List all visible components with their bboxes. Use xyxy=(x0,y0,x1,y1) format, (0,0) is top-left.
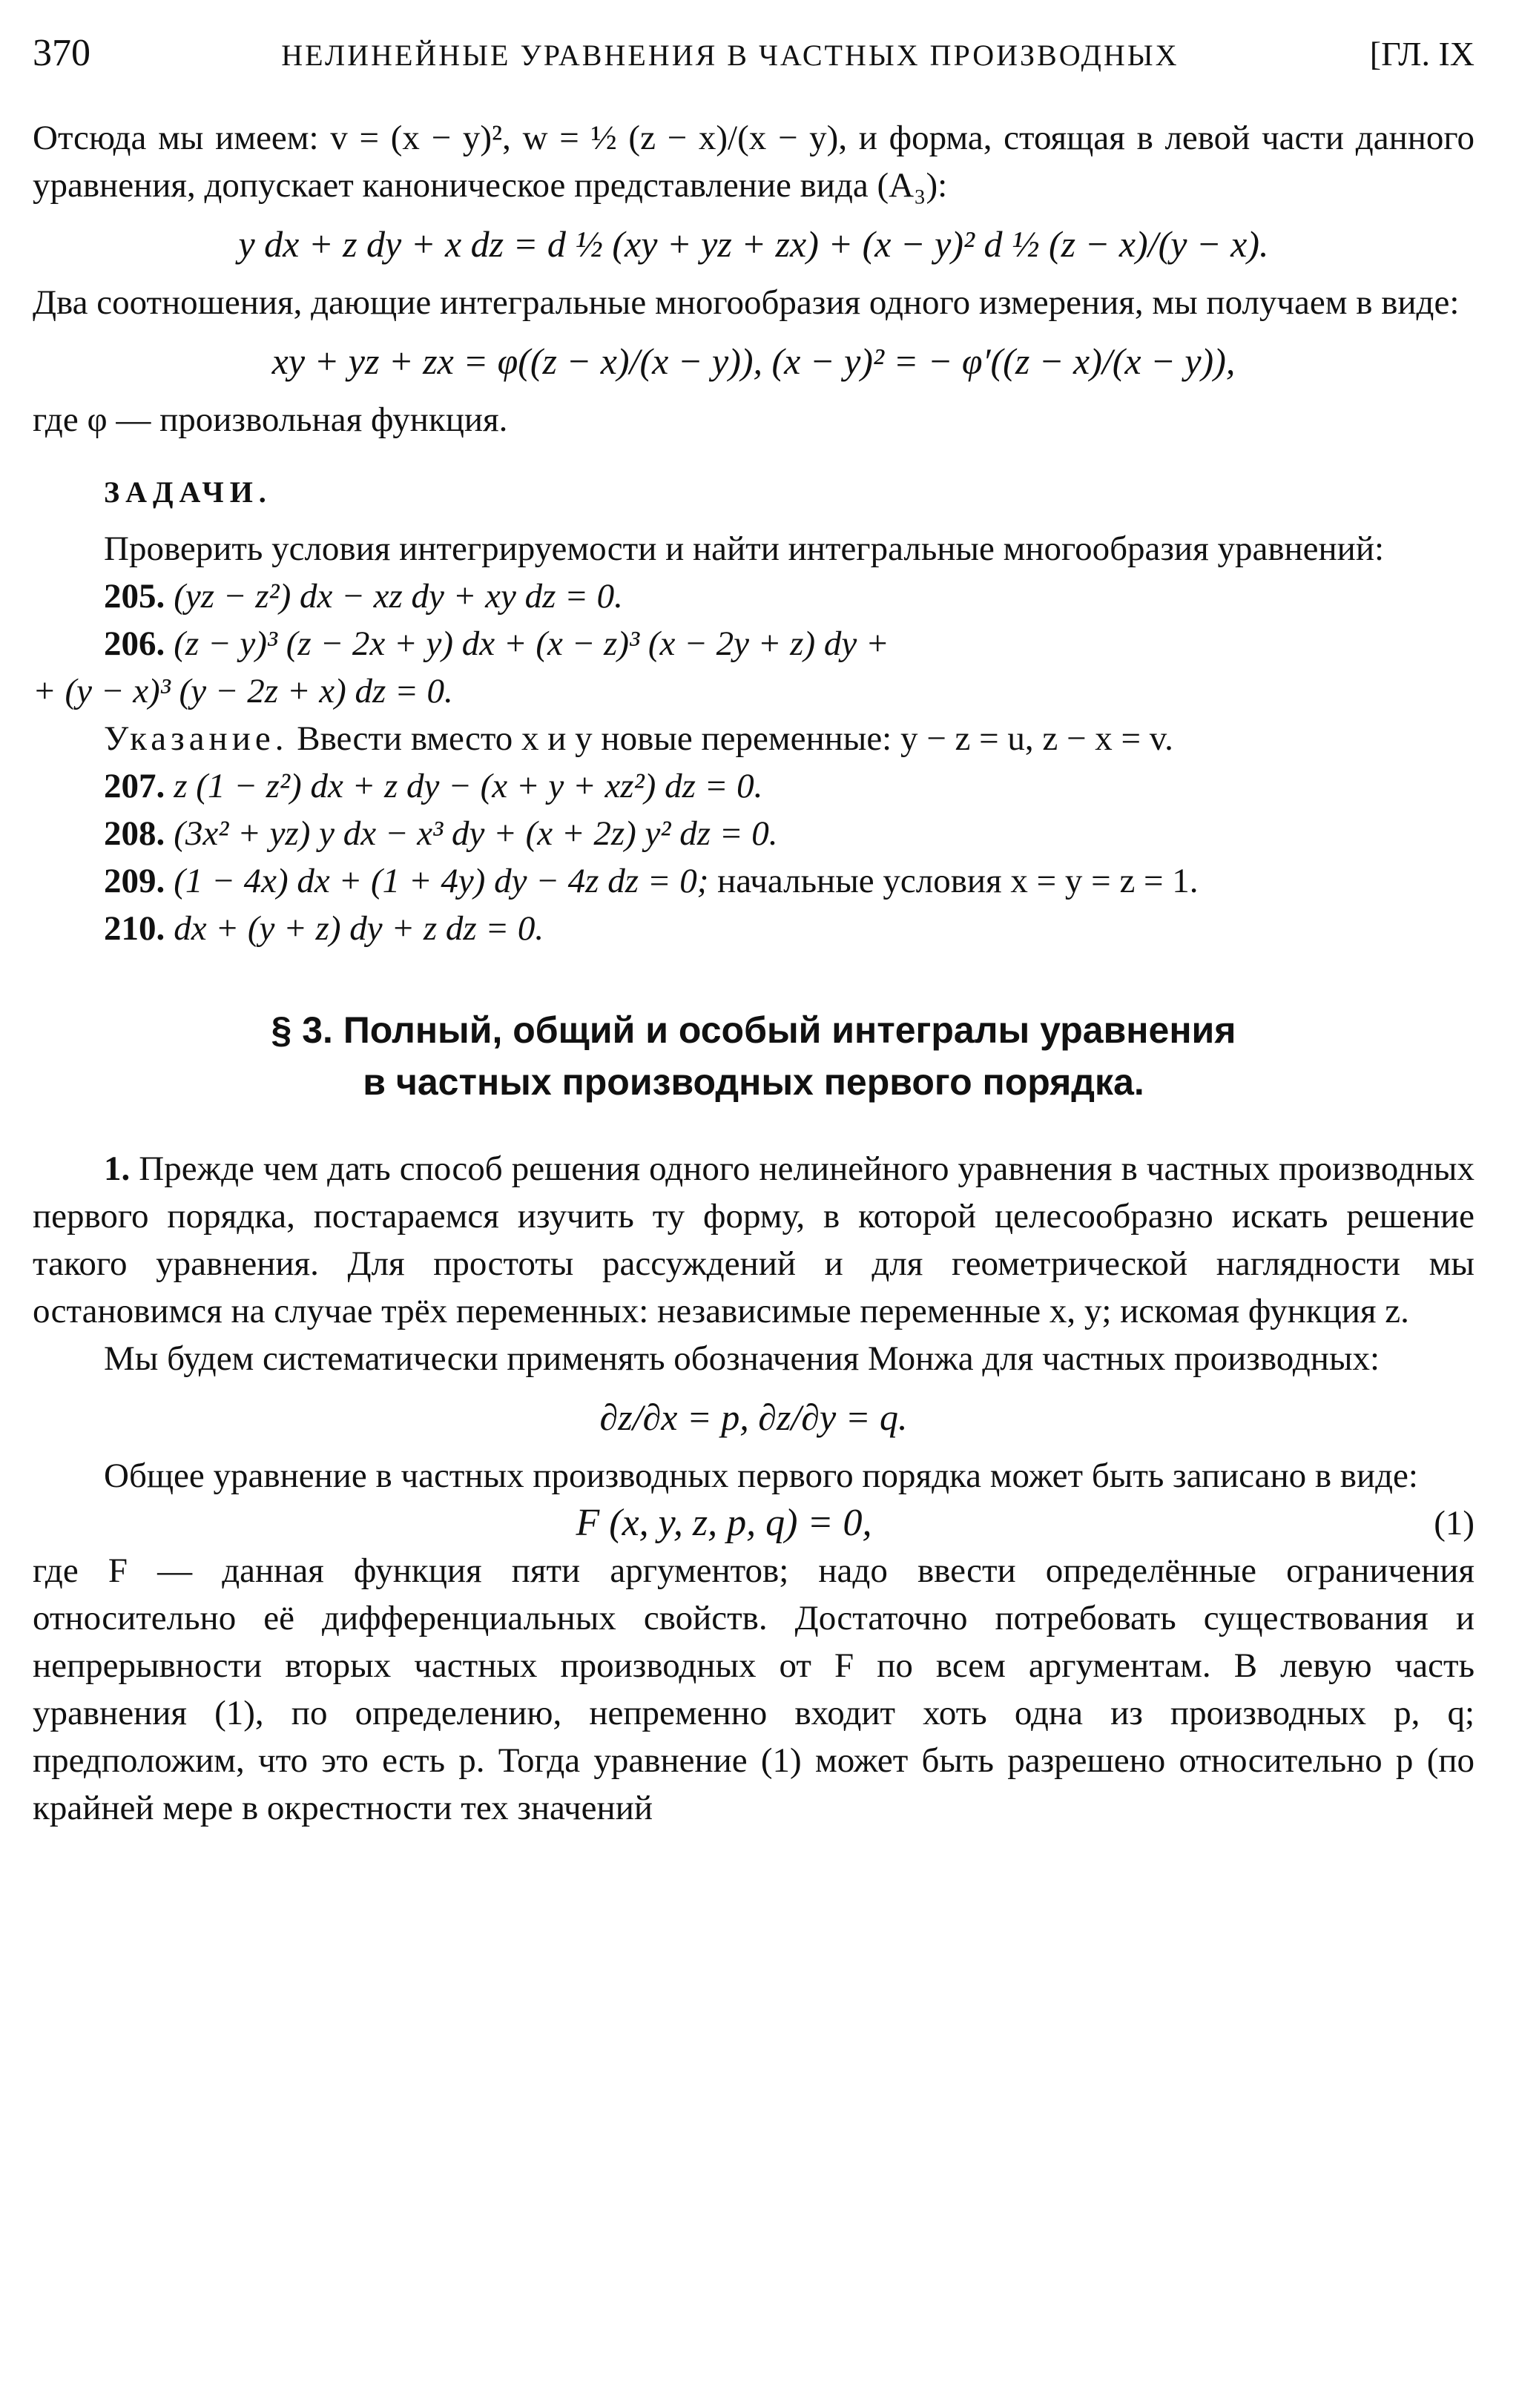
equation-number: (1) xyxy=(1434,1504,1474,1543)
section-title-line1: § 3. Полный, общий и особый интегралы уравнения xyxy=(271,1009,1236,1051)
task-item xyxy=(33,573,1474,620)
hint-text: Ввести вместо x и y новые переменные: y − z = u, z − x = v. xyxy=(297,719,1173,758)
task-formula: z (1 − z²) dx + z dy − (x + y + xz²) dz = 0. xyxy=(174,767,763,805)
tasks-intro: Проверить условия интегрируемости и найти интегральные многообразия уравнений: xyxy=(104,530,1385,568)
task-formula: (yz − z²) dx − xz dy + xy dz = 0. xyxy=(174,577,623,616)
equation-monge-notation: ∂z/∂x = p, ∂z/∂y = q. xyxy=(599,1396,908,1438)
task-item xyxy=(33,762,1474,810)
running-title: НЕЛИНЕЙНЫЕ УРАВНЕНИЯ В ЧАСТНЫХ ПРОИЗВОДНЫХ xyxy=(281,39,1179,72)
page-header xyxy=(33,30,1474,82)
task-item-continuation xyxy=(33,667,1474,715)
chapter-label: [ГЛ. IX xyxy=(1369,35,1474,73)
task-initial-conditions: начальные условия x = y = z = 1. xyxy=(717,862,1199,900)
equation-canonical-form: y dx + z dy + x dz = d ½ (xy + yz + zx) + (x − y)² d ½ (z − x)/(y − x). xyxy=(238,223,1269,265)
task-number: 207. xyxy=(104,767,165,805)
equation-integral-manifolds: xy + yz + zx = φ((z − x)/(x − y)), (x − y)² = − φ′((z − x)/(x − y)), xyxy=(271,340,1236,382)
task-number: 205. xyxy=(104,577,165,616)
task-number: 206. xyxy=(104,624,165,663)
page-number: 370 xyxy=(33,32,90,74)
paragraph-text: Прежде чем дать способ решения одного нелинейного уравнения в частных производных первого порядка, постараемся изучить ту форму, в которой целесообразно искать решение такого уравнения. Для простоты рассуждений и для геометрической наглядности мы остановимся на случае трёх переменных: независимые переменные x, y; искомая функция z. xyxy=(33,1149,1474,1330)
intro-paragraph: Отсюда мы имеем: v = (x − y)², w = ½ (z − x)/(x − y), и форма, стоящая в левой части данного уравнения, допускает каноническое представление вида (A₃): xyxy=(33,119,1474,205)
task-item xyxy=(33,857,1474,905)
paragraph-number: 1. xyxy=(104,1149,131,1188)
phi-note: где φ — произвольная функция. xyxy=(33,400,508,439)
relations-paragraph: Два соотношения, дающие интегральные многообразия одного измерения, мы получаем в виде: xyxy=(33,283,1460,322)
task-item xyxy=(33,905,1474,952)
task-formula: (3x² + yz) y dx − x³ dy + (x + 2z) y² dz = 0. xyxy=(174,814,778,853)
task-formula: (z − y)³ (z − 2x + y) dx + (x − z)³ (x − 2y + z) dy + xyxy=(174,624,889,663)
equation-1: F (x, y, z, p, q) = 0, xyxy=(576,1502,872,1544)
equation-1-row xyxy=(33,1500,1474,1547)
task-formula: dx + (y + z) dy + z dz = 0. xyxy=(174,909,544,948)
body-paragraph-2: Мы будем систематически применять обозначения Монжа для частных производных: xyxy=(104,1339,1380,1378)
task-formula: + (y − x)³ (y − 2z + x) dz = 0. xyxy=(33,672,453,710)
task-number: 208. xyxy=(104,814,165,853)
body-paragraph-1 xyxy=(33,1145,1474,1335)
body-paragraph-4: где F — данная функция пяти аргументов; надо ввести определённые ограничения относительно её дифференциальных свойств. Достаточно потребовать существования и непрерывности вторых частных производных от F по всем аргументам. В левую часть уравнения (1), по определению, непременно входит хоть одна из производных p, q; предположим, что это есть p. Тогда уравнение (1) может быть разрешено относительно p (по крайней мере в окрестности тех значений xyxy=(33,1551,1474,1827)
section-title-line2: в частных производных первого порядка. xyxy=(363,1061,1144,1103)
task-hint xyxy=(104,715,1474,762)
body-paragraph-3: Общее уравнение в частных производных первого порядка может быть записано в виде: xyxy=(104,1457,1418,1495)
task-item xyxy=(33,620,1474,667)
task-number: 210. xyxy=(104,909,165,948)
tasks-heading: ЗАДАЧИ. xyxy=(104,475,272,509)
section-heading xyxy=(33,1004,1474,1108)
task-formula: (1 − 4x) dx + (1 + 4y) dy − 4z dz = 0; xyxy=(174,862,709,900)
task-item xyxy=(33,810,1474,857)
hint-label: Указание. xyxy=(104,719,289,758)
task-number: 209. xyxy=(104,862,165,900)
